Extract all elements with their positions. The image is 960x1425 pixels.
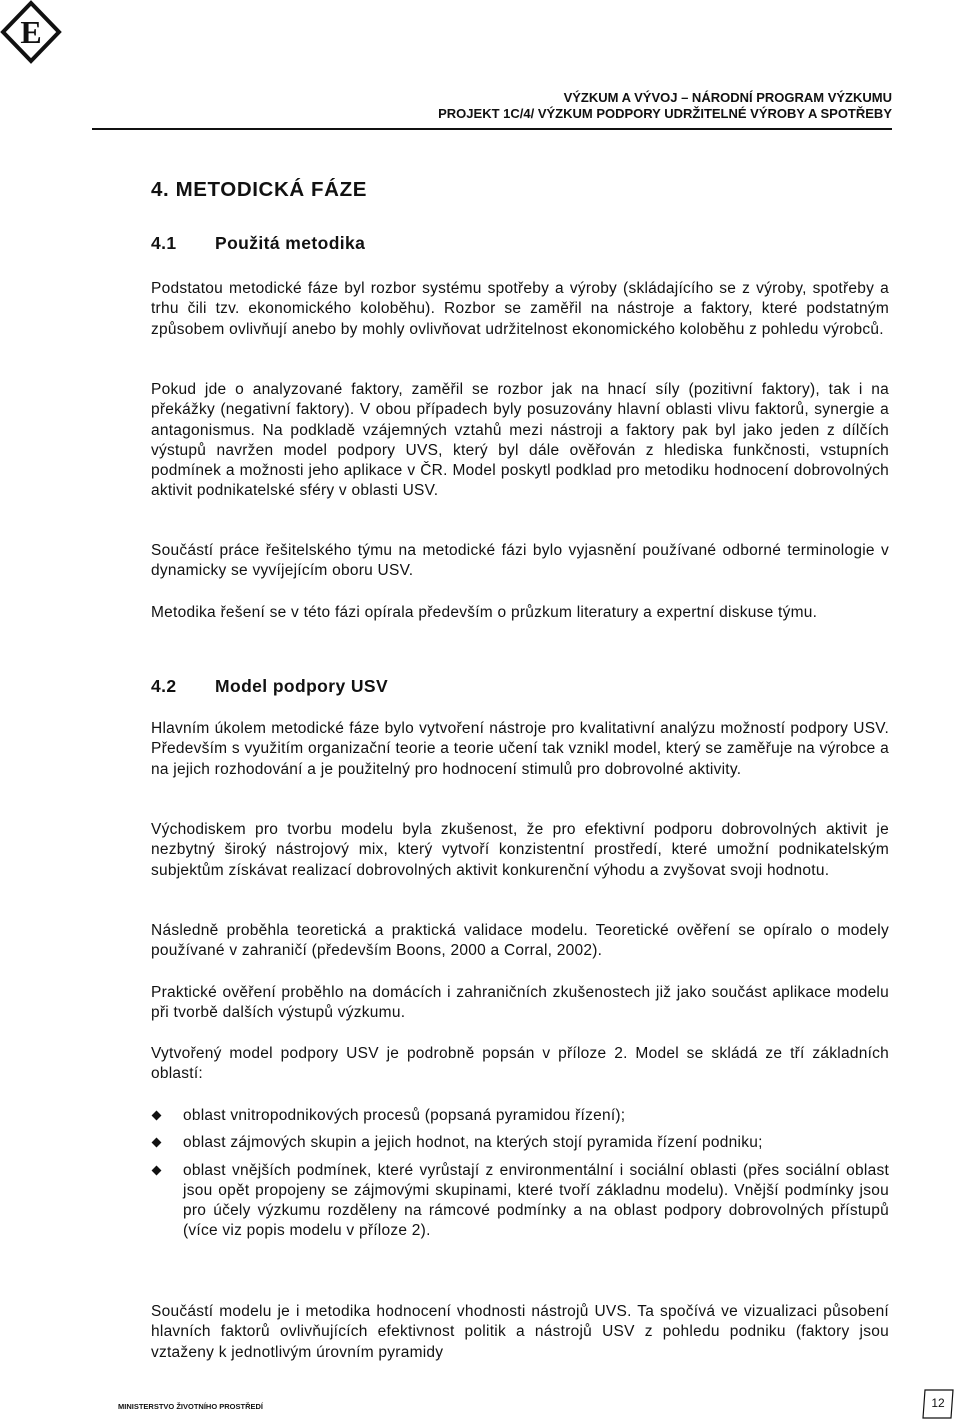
paragraph: Podstatou metodické fáze byl rozbor systému spotřeby a výroby (skládajícího se z výroby, spotřeby a trhu čili tzv. ekonomického koloběhu). Rozbor se zaměřil na nástroje a faktory, které podstatným způsobem ovlivňují anebo by mohly ovlivňovat udržitelnost ekonomického koloběhu z pohledu výrobců. <box>151 280 889 338</box>
section-number: 4.2 <box>151 676 177 696</box>
list-item: oblast zájmových skupin a jejich hodnot, na kterých stojí pyramida řízení podniku; <box>151 1133 889 1153</box>
model-areas-list <box>151 1106 889 1249</box>
page-number: 12 <box>931 1396 945 1410</box>
paragraph: Hlavním úkolem metodické fáze bylo vytvoření nástroje pro kvalitativní analýzu možností podpory USV. Především s využitím organizační teorie a teorie učení tak vznikl model, který se zaměřuje na výrobce a na jejich rozhodování a je použitelný pro hodnocení stimulů pro dobrovolné aktivity. <box>151 720 889 778</box>
header-divider <box>92 128 892 130</box>
paragraph: Vytvořený model podpory USV je podrobně popsán v příloze 2. Model se skládá ze tří základních oblastí: <box>151 1045 889 1083</box>
list-item: oblast vnějších podmínek, které vyrůstají z environmentální i sociální oblasti (přes sociální oblast jsou opět propojeny se zájmovými skupinami, které tvoří základnu modelu). Vnější podmínky jsou pro účely výzkumu rozděleny na rámcové podmínky a na oblast podpory dobrovolných přístupů (více viz popis modelu v příloze 2). <box>151 1161 889 1242</box>
logo-letter: E <box>20 14 42 50</box>
paragraph: Součástí modelu je i metodika hodnocení vhodnosti nástrojů UVS. Ta spočívá ve vizualizaci působení hlavních faktorů ovlivňujících efektivnost politik a nástrojů USV z pohledu podniku (faktory jsou vztaženy k jednotlivým úrovním pyramidy <box>151 1303 889 1361</box>
paragraph: Metodika řešení se v této fázi opírala především o průzkum literatury a expertní diskuse týmu. <box>151 604 818 621</box>
header-line-1: VÝZKUM A VÝVOJ – NÁRODNÍ PROGRAM VÝZKUMU <box>563 90 892 105</box>
paragraph: Východiskem pro tvorbu modelu byla zkušenost, že pro efektivní podporu dobrovolných aktivit je nezbytný široký nástrojový mix, který vytvoří konzistentní prostředí, které umožní podnikatelským subjektům získávat realizací dobrovolných aktivit konkurenční výhodu a zvyšovat svoji hodnotu. <box>151 821 889 879</box>
footer-ministry: MINISTERSTVO ŽIVOTNÍHO PROSTŘEDÍ <box>118 1402 264 1411</box>
document-header <box>438 90 892 122</box>
bullet-diamond-icon <box>152 1165 162 1175</box>
section-heading-4-2 <box>151 676 388 697</box>
section-title: Použitá metodika <box>215 233 366 253</box>
list-item: oblast vnitropodnikových procesů (popsaná pyramidou řízení); <box>151 1106 889 1126</box>
bullet-diamond-icon <box>152 1138 162 1148</box>
paragraph: Součástí práce řešitelského týmu na metodické fázi bylo vyjasnění používané odborné terminologie v dynamicky se vyvíjejícím oboru USV. <box>151 542 889 580</box>
paragraph: Pokud jde o analyzované faktory, zaměřil se rozbor jak na hnací síly (pozitivní faktory), tak i na překážky (negativní faktory). V obou případech byly posuzovány hlavní oblasti vlivu faktorů, synergie a antagonismus. Na podkladě vzájemných vztahů mezi nástroji a faktory pak byl jako jeden z dílčích výstupů navržen model podpory UVS, který byl dále ověřován z hlediska funkčnosti, vstupních podmínek a možnosti jeho aplikace v ČR. Model poskytl podklad pro metodiku hodnocení dobrovolných aktivit podnikatelské sféry v oblasti USV. <box>151 381 889 500</box>
logo-e-icon <box>0 0 62 64</box>
paragraph: Následně proběhla teoretická a praktická validace modelu. Teoretické ověření se opíralo o modely používané v zahraničí (především Boons, 2000 a Corral, 2002). <box>151 922 889 960</box>
section-title: Model podpory USV <box>215 676 389 696</box>
paragraph: Praktické ověření proběhlo na domácích i zahraničních zkušenostech již jako součást aplikace modelu při tvorbě dalších výstupů výzkumu. <box>151 984 889 1022</box>
section-number: 4.1 <box>151 233 177 253</box>
chapter-title: 4. METODICKÁ FÁZE <box>151 178 367 201</box>
section-heading-4-1 <box>151 233 365 254</box>
bullet-diamond-icon <box>152 1111 162 1121</box>
header-line-2: PROJEKT 1C/4/ VÝZKUM PODPORY UDRŽITELNÉ VÝROBY A SPOTŘEBY <box>438 106 892 121</box>
